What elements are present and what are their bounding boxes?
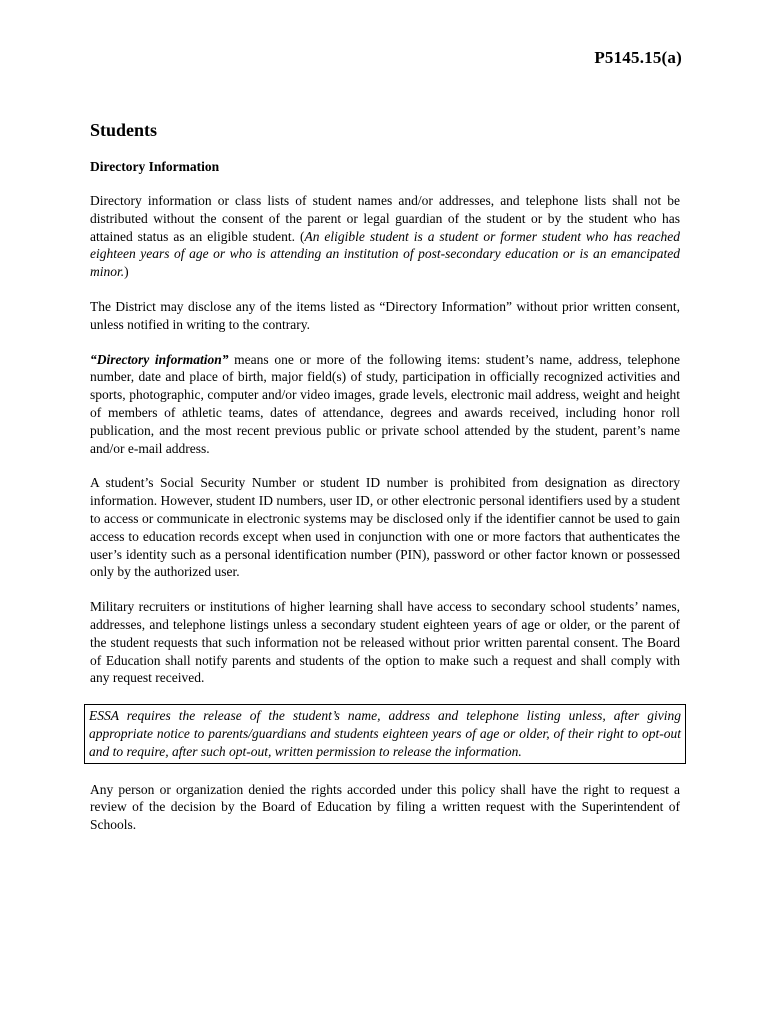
eligible-student-definition: An eligible student is a student or former student who has reached eighteen years of age or who is attending an institution of post-secondary education or is an emancipated minor. [90,228,680,280]
essa-notice-box [84,704,686,763]
paragraph-consent-text: Directory information or class lists of student names and/or addresses, and telephone lists shall not be distributed without the consent of the parent or legal guardian of the student or by the student who has attained status as an eligible student. ( [90,193,680,244]
directory-definition-text: means one or more of the following items: student’s name, address, telephone number, date and place of birth, major field(s) of study, participation in officially recognized activities and sports, photographic, computer and/or video images, grade levels, electronic mail address, weight and height of members of athletic teams, dates of attendance, degrees and awards received, including honor roll publication, and the most recent previous public or private school attended by the student, parent’s name and/or e-mail address. [90,351,680,456]
paragraph-directory-definition [90,351,680,458]
subheading: Directory Information [90,159,220,174]
paragraph-disclosure: The District may disclose any of the items listed as “Directory Information” without prior written consent, unless notified in writing to the contrary. [90,298,680,332]
section-title: Students [90,120,158,140]
document-body [90,120,680,851]
essa-notice-text: ESSA requires the release of the student’s name, address and telephone listing unless, after giving appropriate notice to parents/guardians and students eighteen years of age or older, of their right to opt-out and to require, after such opt-out, written permission to release the information. [89,708,681,759]
directory-information-term: “Directory information” [90,351,229,367]
paragraph-consent-close: ) [124,264,129,280]
paragraph-student-id: A student’s Social Security Number or student ID number is prohibited from designation as directory information. However, student ID numbers, user ID, or other electronic personal identifiers used by a student to access or communicate in electronic systems may be disclosed only if the identifier cannot be used to gain access to education records except when used in conjunction with one or more factors that authenticates the user’s identity such as a personal identification number (PIN), password or other factor known or possessed only by the authorized user. [90,475,680,580]
paragraph-consent [90,192,680,281]
policy-code: P5145.15(a) [594,48,682,67]
paragraph-military-recruiters: Military recruiters or institutions of higher learning shall have access to secondary school students’ names, addresses, and telephone listings unless a secondary student eighteen years of age or older, or the parent of the student requests that such information not be released without prior written parental consent. The Board of Education shall notify parents and students of the option to make such a request and shall comply with any request received. [90,599,680,686]
paragraph-review-rights: Any person or organization denied the rights accorded under this policy shall have the right to request a review of the decision by the Board of Education by filing a written request with the Superintendent of Schools. [90,781,680,833]
